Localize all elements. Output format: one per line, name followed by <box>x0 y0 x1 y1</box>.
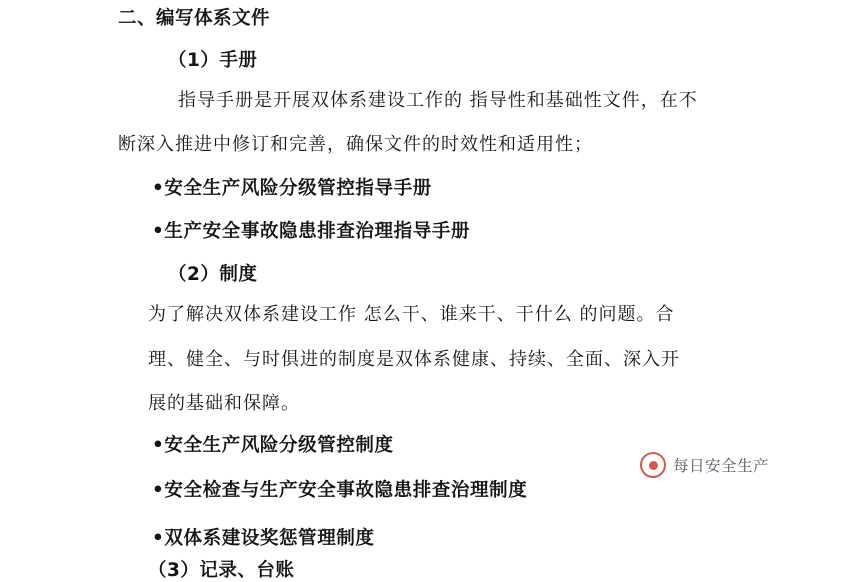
paragraph-line: 为了解决双体系建设工作 怎么干、谁来干、干什么 的问题。合 <box>148 304 675 325</box>
bullet-item: •生产安全事故隐患排查治理指导手册 <box>152 221 471 242</box>
paragraph-line: 展的基础和保障。 <box>148 393 300 414</box>
subheading-system: （2）制度 <box>168 264 258 285</box>
paragraph-line: 理、健全、与时俱进的制度是双体系健康、持续、全面、深入开 <box>148 349 680 370</box>
subheading-manual: （1）手册 <box>168 50 258 71</box>
bullet-item: •安全检查与生产安全事故隐患排查治理制度 <box>152 480 528 501</box>
clipped-next-line: （3）记录、台账 <box>148 560 295 581</box>
watermark-badge <box>640 452 769 478</box>
watermark-label: 每日安全生产 <box>673 457 770 475</box>
circle-logo-icon <box>640 452 666 478</box>
paragraph-line: 指导手册是开展双体系建设工作的 指导性和基础性文件，在不 <box>178 90 698 111</box>
bullet-item: •安全生产风险分级管控指导手册 <box>152 178 432 199</box>
section-heading: 二、编写体系文件 <box>118 8 271 29</box>
bullet-item: •双体系建设奖惩管理制度 <box>152 528 375 549</box>
bullet-item: •安全生产风险分级管控制度 <box>152 435 394 456</box>
paragraph-line: 断深入推进中修订和完善，确保文件的时效性和适用性； <box>118 134 593 155</box>
